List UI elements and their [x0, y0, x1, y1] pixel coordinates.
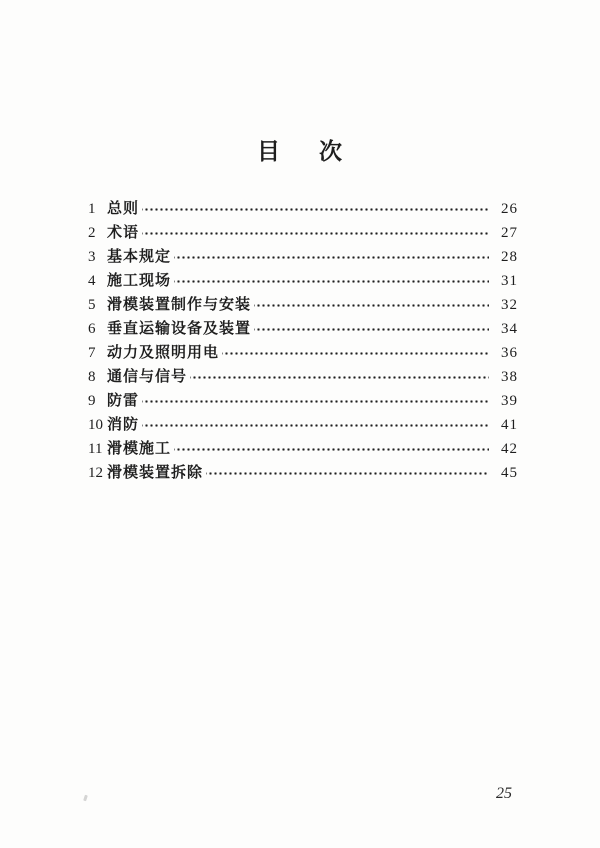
toc-entry: [88, 413, 518, 437]
toc-entry-page: 41: [501, 417, 518, 433]
toc-entry: [88, 437, 518, 461]
toc-entry-title: 基本规定: [107, 249, 172, 265]
toc-entry-page: 34: [501, 321, 518, 337]
toc-entry: [88, 245, 518, 269]
folio-page-number: 25: [496, 785, 512, 802]
toc-entry: [88, 221, 518, 245]
dot-leader: [142, 226, 489, 241]
dot-leader: [254, 298, 489, 313]
toc-entry-title: 滑模装置制作与安装: [107, 297, 252, 313]
dot-leader: [254, 322, 489, 337]
toc-entry-number: 3: [88, 249, 96, 265]
toc-entry: [88, 341, 518, 365]
dot-leader: [206, 466, 489, 481]
toc-entry-title: 滑模装置拆除: [107, 465, 204, 481]
dot-leader: [174, 442, 489, 457]
toc-entry-number: 5: [88, 297, 96, 313]
toc-entry-title: 通信与信号: [107, 369, 188, 385]
toc-entry-page: 45: [501, 465, 518, 481]
dot-leader: [142, 418, 489, 433]
dot-leader: [142, 394, 489, 409]
toc-entry: [88, 269, 518, 293]
toc-entry: [88, 365, 518, 389]
toc-entry: [88, 197, 518, 221]
page-title-char-2: 次: [319, 139, 343, 164]
toc-entry-title: 总则: [107, 201, 140, 217]
dot-leader: [190, 370, 489, 385]
dot-leader: [174, 274, 489, 289]
dot-leader: [174, 250, 489, 265]
toc-entry-title: 防雷: [107, 393, 140, 409]
toc-entry-number: 12: [88, 465, 103, 481]
toc-entry-number: 8: [88, 369, 96, 385]
toc-entry: [88, 293, 518, 317]
toc-entry-number: 4: [88, 273, 96, 289]
toc-entry-number: 6: [88, 321, 96, 337]
dot-leader: [142, 202, 489, 217]
toc-entry-title: 滑模施工: [107, 441, 172, 457]
table-of-contents: [88, 197, 518, 485]
toc-entry-number: 1: [88, 201, 96, 217]
toc-entry: [88, 389, 518, 413]
toc-entry-page: 28: [501, 249, 518, 265]
toc-entry-number: 11: [88, 441, 103, 457]
toc-entry: [88, 317, 518, 341]
page-title: [0, 133, 600, 166]
toc-entry-page: 32: [501, 297, 518, 313]
toc-entry-page: 42: [501, 441, 518, 457]
toc-entry-page: 27: [501, 225, 518, 241]
toc-entry-title: 施工现场: [107, 273, 172, 289]
toc-entry-number: 10: [88, 417, 103, 433]
toc-entry-page: 31: [501, 273, 518, 289]
page-title-char-1: 目: [257, 139, 281, 164]
toc-entry-page: 38: [501, 369, 518, 385]
toc-entry-title: 术语: [107, 225, 140, 241]
toc-entry-page: 36: [501, 345, 518, 361]
toc-entry-number: 7: [88, 345, 96, 361]
toc-entry-number: 9: [88, 393, 96, 409]
toc-entry-title: 垂直运输设备及装置: [107, 321, 252, 337]
toc-entry-title: 消防: [107, 417, 140, 433]
toc-entry-number: 2: [88, 225, 96, 241]
toc-entry-page: 26: [501, 201, 518, 217]
toc-entry: [88, 461, 518, 485]
toc-entry-page: 39: [501, 393, 518, 409]
toc-entry-title: 动力及照明用电: [107, 345, 220, 361]
dot-leader: [222, 346, 489, 361]
